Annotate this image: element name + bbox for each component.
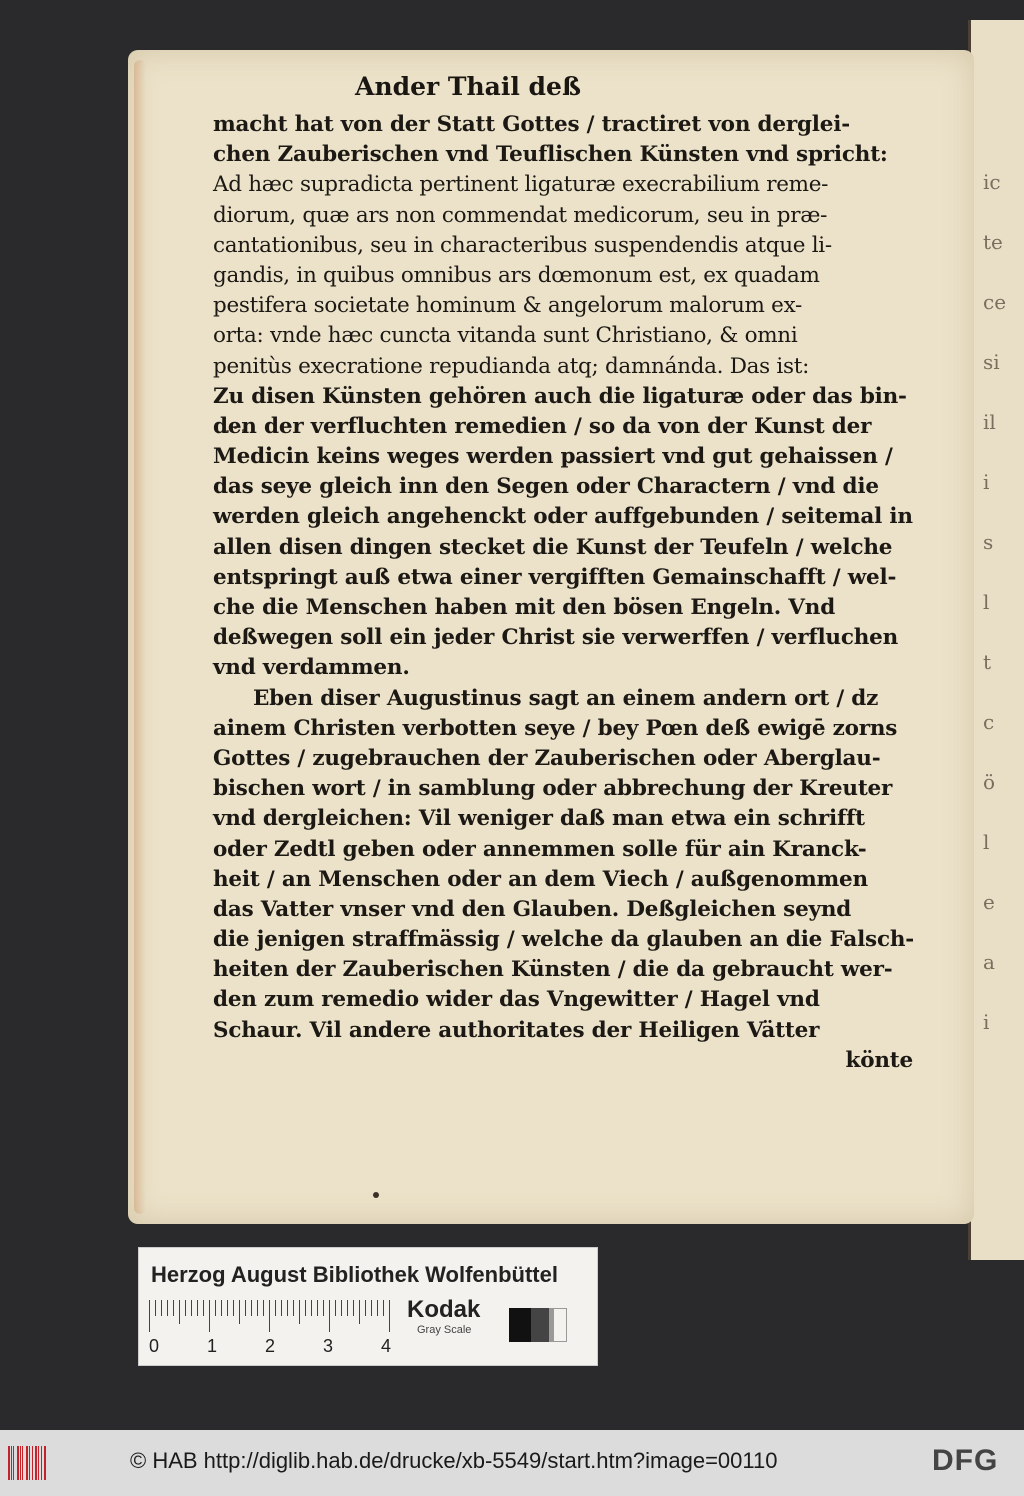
text-line: vnd verdammen. [213,655,410,681]
scale-tick [269,1300,270,1332]
adjacent-page-fragment: si [983,350,1000,374]
text-line: Zu disen Künsten gehören auch die ligaturæ oder das bin- [213,383,907,409]
scale-tick [179,1300,180,1324]
adjacent-page-fragment: ce [983,290,1007,314]
adjacent-page-fragment: i [983,1010,990,1034]
scale-tick [161,1300,162,1316]
text-line: deßwegen soll ein jeder Christ sie verwerffen / verfluchen [213,625,899,651]
scale-tick [341,1300,342,1316]
scale-numbers [149,1336,409,1358]
scale-tick [329,1300,330,1332]
text-line: den zum remedio wider das Vngewitter / Hagel vnd [213,987,820,1013]
text-line: Medicin keins weges werden passiert vnd gut gehaissen / [213,444,893,470]
scale-tick [185,1300,186,1316]
scale-tick [383,1300,384,1316]
adjacent-page-fragment: ic [983,170,1001,194]
scale-tick [317,1300,318,1316]
text-line: das Vatter vnser vnd den Glauben. Deßgleichen seynd [213,896,852,922]
page-text [213,110,953,1076]
scale-tick [197,1300,198,1316]
kodak-logo: Kodak [407,1296,481,1323]
scale-number: 4 [381,1336,392,1356]
gray-scale-label: Gray Scale [417,1324,472,1336]
scale-tick [251,1300,252,1316]
scale-tick [287,1300,288,1316]
text-line: Schaur. Vil andere authoritates der Heiligen Vätter [213,1017,820,1043]
running-head: Ander Thail deß [355,72,581,101]
scale-tick [389,1300,390,1332]
scale-tick [245,1300,246,1316]
scale-tick [365,1300,366,1316]
adjacent-page-fragment: l [983,590,990,614]
text-line: vnd dergleichen: Vil weniger daß man etwa ein schrifft [213,806,865,832]
scale-tick [173,1300,174,1316]
scale-number: 1 [207,1336,218,1356]
dfg-logo: DFG [932,1444,999,1477]
scale-tick [215,1300,216,1316]
text-line: bischen wort / in samblung oder abbrechung der Kreuter [213,776,893,802]
text-line: penitùs execratione repudianda atq; damnánda. Das ist: [213,353,810,379]
adjacent-page-fragment: l [983,830,990,854]
text-line: die jenigen straffmässig / welche da glauben an die Falsch- [213,927,914,953]
scale-tick [353,1300,354,1316]
adjacent-page-fragment: ö [983,770,996,794]
scale-number: 0 [149,1336,160,1356]
text-line: chen Zauberischen vnd Teuflischen Künsten vnd spricht: [213,142,888,168]
text-line: den der verfluchten remedien / so da von der Kunst der [213,413,872,439]
text-line: macht hat von der Statt Gottes / tractiret von derglei- [213,112,850,137]
text-line: Eben diser Augustinus sagt an einem andern ort / dz [253,685,879,711]
hab-barcode-icon [8,1446,48,1480]
scale-tick [377,1300,378,1316]
text-line: ainem Christen verbotten seye / bey Pœn deß ewigē zorns [213,715,898,741]
adjacent-page-fragment: t [983,650,992,674]
scale-tick [299,1300,300,1324]
scale-tick [239,1300,240,1324]
scale-tick [293,1300,294,1316]
scale-tick [347,1300,348,1316]
text-line: entspringt auß etwa einer vergifften Gemainschafft / wel- [213,564,897,590]
adjacent-page-fragment: c [983,710,995,734]
scale-tick [167,1300,168,1316]
scale-tick [227,1300,228,1316]
scale-tick [275,1300,276,1316]
text-line: allen disen dingen stecket die Kunst der Teufeln / welche [213,534,893,560]
adjacent-page-fragment: te [983,230,1003,254]
text-line: heiten der Zauberischen Künsten / die da gebraucht wer- [213,957,893,983]
adjacent-page-fragment: il [983,410,996,434]
catchword: könte [845,1047,913,1073]
text-line: werden gleich angehenckt oder auffgebunden / seitemal in [213,504,913,530]
adjacent-page-fragment: e [983,890,995,914]
adjacent-page-fragment: i [983,470,990,494]
scale-tick [371,1300,372,1316]
text-line: diorum, quæ ars non commendat medicorum, seu in præ- [213,202,828,228]
gray-swatches [509,1308,571,1342]
scale-number: 3 [323,1336,334,1356]
library-label [138,1247,598,1366]
text-line: oder Zedtl geben oder annemmen solle für ain Kranck- [213,836,867,862]
scale-tick [155,1300,156,1316]
scale-tick [203,1300,204,1316]
scale-tick [221,1300,222,1316]
text-line: pestifera societate hominum & angelorum malorum ex- [213,293,802,319]
scale-number: 2 [265,1336,276,1356]
scale-tick [311,1300,312,1316]
text-line: cantationibus, seu in characteribus suspendendis atque li- [213,232,832,258]
scale-tick [335,1300,336,1316]
scale-tick [257,1300,258,1316]
adjacent-page-edge [968,20,1024,1260]
scale-tick [149,1300,150,1332]
adjacent-page-fragment: s [983,530,994,554]
scale-tick [359,1300,360,1324]
adjacent-page-fragment: a [983,950,995,974]
scale-tick [281,1300,282,1316]
library-name: Herzog August Bibliothek Wolfenbüttel [151,1262,558,1287]
text-line: che die Menschen haben mit den bösen Engeln. Vnd [213,595,836,620]
scale-tick [233,1300,234,1316]
scale-tick [263,1300,264,1316]
scale-tick [191,1300,192,1316]
scale-tick [305,1300,306,1316]
footer-url[interactable]: © HAB http://diglib.hab.de/drucke/xb-5549/start.htm?image=00110 [130,1448,778,1473]
scale-tick [209,1300,210,1332]
text-line: orta: vnde hæc cuncta vitanda sunt Christiano, & omni [213,323,798,349]
text-line: Ad hæc supradicta pertinent ligaturæ execrabilium reme- [213,172,829,198]
text-line: das seye gleich inn den Segen oder Charactern / vnd die [213,474,879,500]
text-line: Gottes / zugebrauchen der Zauberischen oder Aberglau- [213,745,881,771]
text-line: gandis, in quibus omnibus ars dœmonum est, ex quadam [213,262,820,288]
ink-speck [373,1192,379,1198]
scale-tick [323,1300,324,1316]
measurement-scale [149,1300,394,1332]
footer-bar [0,1430,1024,1496]
text-line: heit / an Menschen oder an dem Viech / außgenommen [213,866,868,892]
